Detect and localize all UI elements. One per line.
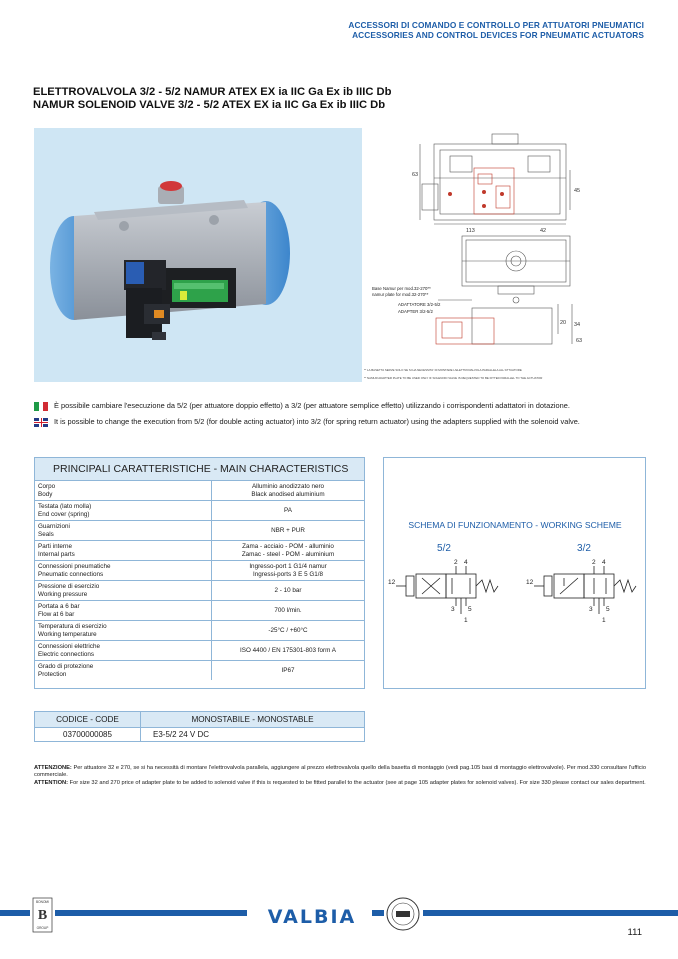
characteristic-value xyxy=(212,561,365,581)
characteristic-label-en: End cover (spring) xyxy=(38,510,90,518)
characteristic-label-en: Flow at 6 bar xyxy=(38,610,75,618)
dim-42: 42 xyxy=(540,228,547,234)
port-4-left: 4 xyxy=(464,559,468,566)
group-logo-top: BONOMI xyxy=(36,900,49,904)
characteristic-label-it: Pressione di esercizio xyxy=(38,583,100,591)
characteristic-label-it: Connessioni elettriche xyxy=(38,643,100,651)
section-header xyxy=(348,20,644,40)
port-3-left: 3 xyxy=(451,606,455,613)
characteristic-value-it: IP67 xyxy=(281,666,295,674)
product-title xyxy=(33,86,391,112)
port-3-right: 3 xyxy=(589,606,593,613)
scheme-label-5-2: 5/2 xyxy=(437,543,451,554)
characteristic-label-en: Protection xyxy=(38,670,67,678)
characteristic-label-en: Body xyxy=(38,490,53,498)
characteristics-row xyxy=(35,621,364,641)
characteristic-label xyxy=(35,501,212,521)
characteristic-label xyxy=(35,521,212,541)
characteristic-label-it: Grado di protezione xyxy=(38,663,94,671)
characteristic-value-it: -25°C / +60°C xyxy=(268,626,308,634)
characteristic-label xyxy=(35,581,212,601)
characteristics-row xyxy=(35,481,364,501)
dimension-drawing xyxy=(362,128,644,382)
characteristic-label xyxy=(35,541,212,561)
characteristic-value xyxy=(212,541,365,561)
characteristic-value-it: 2 - 10 bar xyxy=(274,586,302,594)
symbol-3-2 xyxy=(534,566,636,614)
characteristic-label xyxy=(35,641,212,661)
page-number: 111 xyxy=(627,927,642,938)
characteristic-value-en: Ingressi-ports 3 E 5 G1/8 xyxy=(253,570,323,578)
port-12-right: 12 xyxy=(526,579,534,586)
characteristics-row xyxy=(35,601,364,621)
characteristics-row xyxy=(35,661,364,681)
symbol-5-2 xyxy=(396,566,498,614)
characteristic-value xyxy=(212,621,365,641)
characteristic-value xyxy=(212,521,365,541)
type-column-header: MONOSTABILE - MONOSTABLE xyxy=(191,715,314,724)
technical-drawing xyxy=(362,128,644,382)
footer-band xyxy=(0,896,678,936)
label-base-it: Base Namur per mod.32-270** xyxy=(372,286,431,291)
code-table-header xyxy=(35,712,364,728)
characteristic-value xyxy=(212,601,365,621)
port-12-left: 12 xyxy=(388,579,396,586)
characteristic-label xyxy=(35,561,212,581)
characteristic-label-it: Portata a 6 bar xyxy=(38,603,80,611)
description-en xyxy=(34,417,646,427)
dim-45: 45 xyxy=(574,188,581,194)
description-it xyxy=(34,401,646,411)
drawing-footnote-en: ** NAMUR ADAPTER PLATE TO BE USED ONLY IF SOLENOID VALVE IS REQUESTED TO BE FITTED PARALLEL TO THE ACTUATOR xyxy=(364,376,543,380)
note-it xyxy=(34,765,646,780)
description-it-text: È possibile cambiare l'esecuzione da 5/2 (per attuatore doppio effetto) a 3/2 (per attuatore semplice effetto) utilizzando i corrispondenti adattatori in dotazione. xyxy=(54,401,570,410)
note-it-label: ATTENZIONE: xyxy=(34,765,72,771)
characteristic-value-it: 700 l/min. xyxy=(274,606,302,614)
note-it-text: Per attuatore 32 e 270, se si ha necessità di montare l'elettrovalvola parallela, aggiungere al prezzo elettrovalvola quello della basetta di montaggio (vedi pag.105 basi di montaggio elettrovalvole). Per mod.330 consultare l'ufficio commerciale. xyxy=(34,765,646,779)
port-1-left: 1 xyxy=(464,617,468,624)
working-scheme xyxy=(383,457,646,689)
port-4-right: 4 xyxy=(602,559,606,566)
characteristic-label-it: Guarnizioni xyxy=(38,523,70,531)
characteristic-value xyxy=(212,641,365,661)
characteristic-value xyxy=(212,661,365,681)
characteristic-label xyxy=(35,661,212,681)
dim-20: 20 xyxy=(560,320,567,326)
footer xyxy=(0,896,678,936)
characteristic-label xyxy=(35,601,212,621)
port-5-right: 5 xyxy=(606,606,610,613)
product-title-it: ELETTROVALVOLA 3/2 - 5/2 NAMUR ATEX EX ia IIC Ga Ex ib IIIC Db xyxy=(33,86,392,98)
note-en xyxy=(34,780,646,787)
dim-63-bottom: 63 xyxy=(576,338,583,344)
italian-flag-icon xyxy=(34,402,48,411)
section-header-it: ACCESSORI DI COMANDO E CONTROLLO PER ATTUATORI PNEUMATICI xyxy=(348,20,644,30)
notes xyxy=(34,765,646,787)
certification-seal-icon xyxy=(387,898,419,930)
characteristics-row xyxy=(35,541,364,561)
dim-113: 113 xyxy=(466,228,475,234)
code-row xyxy=(35,728,364,742)
characteristic-value-en: Zamac - steel - POM - aluminium xyxy=(241,550,335,558)
characteristics-row xyxy=(35,521,364,541)
label-base-en: namur plate for mod.32-270** xyxy=(372,292,429,297)
note-en-text: For size 32 and 270 price of adapter plate to be added to solenoid valve if this is requested to be fitted parallel to the actuator (see at page 105 adapter plates for solenoid valves). For size 330 please contact our sales department. xyxy=(69,779,646,786)
code-table xyxy=(34,711,365,742)
label-adapter-it: ADATTATORE 3/2-5/2 xyxy=(398,302,441,307)
dim-34: 34 xyxy=(574,322,581,328)
characteristic-label xyxy=(35,481,212,501)
product-code: 03700000085 xyxy=(35,728,141,742)
port-2-left: 2 xyxy=(454,559,458,566)
characteristic-value-it: NBR + PUR xyxy=(271,526,305,534)
characteristics-row xyxy=(35,581,364,601)
characteristics-row xyxy=(35,561,364,581)
dim-63-top: 63 xyxy=(412,172,419,178)
characteristics-title: PRINCIPALI CARATTERISTICHE - MAIN CHARACTERISTICS xyxy=(35,458,364,481)
characteristic-value-it: Alluminio anodizzato nero xyxy=(251,483,325,491)
port-1-right: 1 xyxy=(602,617,606,624)
characteristics-row xyxy=(35,641,364,661)
characteristics-rows xyxy=(35,481,364,680)
characteristic-value-it: PA xyxy=(284,506,292,514)
note-en-label: ATTENTION: xyxy=(34,779,69,786)
characteristic-value xyxy=(212,581,365,601)
characteristic-value-it: Zama - acciaio - POM - alluminio xyxy=(242,543,334,551)
code-column-header: CODICE - CODE xyxy=(35,712,141,727)
group-logo-bottom: GROUP xyxy=(36,926,49,930)
characteristic-label-en: Working temperature xyxy=(38,630,97,638)
characteristics-table xyxy=(34,457,365,689)
bonomi-group-logo xyxy=(33,898,52,932)
characteristic-value-it: ISO 4400 / EN 175301-803 form A xyxy=(240,646,336,654)
scheme-title: SCHEMA DI FUNZIONAMENTO - WORKING SCHEME xyxy=(408,520,622,530)
label-adapter-en: ADAPTER 3/2-5/2 xyxy=(398,309,433,314)
characteristic-label-en: Working pressure xyxy=(38,590,88,598)
uk-flag-icon xyxy=(34,418,48,427)
characteristic-label-it: Corpo xyxy=(38,483,56,491)
characteristic-label-en: Internal parts xyxy=(38,550,75,558)
port-5-left: 5 xyxy=(468,606,472,613)
characteristic-label-it: Parti interne xyxy=(38,543,72,551)
product-photo xyxy=(34,128,362,382)
characteristic-value-en: Black anodised aluminium xyxy=(251,490,325,498)
characteristic-label-it: Connessioni pneumatiche xyxy=(38,563,111,571)
scheme-diagram xyxy=(384,458,647,690)
characteristic-label-en: Seals xyxy=(38,530,54,538)
characteristic-label xyxy=(35,621,212,641)
characteristics-row xyxy=(35,501,364,521)
characteristic-value xyxy=(212,481,365,501)
characteristic-label-it: Testata (lato molla) xyxy=(38,503,92,511)
actuator-valve-illustration xyxy=(34,128,362,382)
port-2-right: 2 xyxy=(592,559,596,566)
characteristic-label-it: Temperatura di esercizio xyxy=(38,623,107,631)
characteristic-value xyxy=(212,501,365,521)
characteristic-label-en: Electric connections xyxy=(38,650,94,658)
scheme-label-3-2: 3/2 xyxy=(577,543,591,554)
valbia-logo: VALBIA xyxy=(267,906,357,928)
characteristic-value-it: Ingresso-port 1 G1/4 namur xyxy=(249,563,327,571)
description-en-text: It is possible to change the execution from 5/2 (for double acting actuator) into 3/2 (for spring return actuator) using the adapters supplied with the solenoid valve. xyxy=(54,417,580,426)
drawing-footnote-it: ** LA BASETTA SERVE SOLO SE SI HA NECESSITA' DI MONTARE L'ELETTROVALVOLA PARALLELA ALL'ATTUATORE xyxy=(364,368,522,372)
section-header-en: ACCESSORIES AND CONTROL DEVICES FOR PNEUMATIC ACTUATORS xyxy=(352,30,644,40)
characteristic-label-en: Pneumatic connections xyxy=(38,570,104,578)
svg-text:B: B xyxy=(37,908,48,923)
product-title-en: NAMUR SOLENOID VALVE 3/2 - 5/2 ATEX EX ia IIC Ga Ex ib IIIC Db xyxy=(33,99,386,111)
product-type: E3-5/2 24 V DC xyxy=(153,730,210,739)
